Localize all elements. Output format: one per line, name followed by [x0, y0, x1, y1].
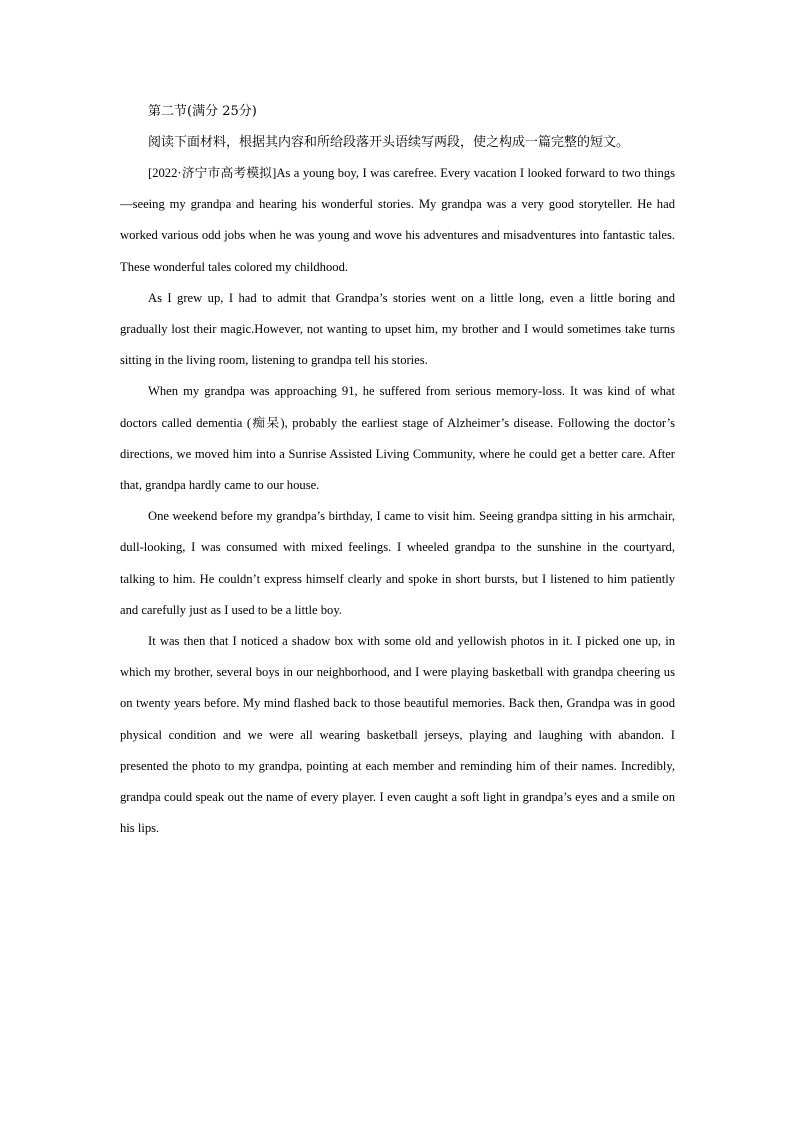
- passage-paragraph-1: [120, 158, 675, 283]
- passage-paragraph-3: When my grandpa was approaching 91, he suffered from serious memory-loss. It was kind of what doctors called dementia (痴呆), probably the earliest stage of Alzheimer’s disease. Following the doctor’s directions, we moved him into a Sunrise Assisted Living Community, where he could get a better care. After that, grandpa hardly came to our house.: [120, 384, 675, 493]
- task-instruction: 阅读下面材料，根据其内容和所给段落开头语续写两段，使之构成一篇完整的短文。: [148, 135, 630, 150]
- paragraph-text: As a young boy, I was carefree. Every vacation I looked forward to two things—seeing my grandpa and hearing his wonderful stories. My grandpa was a very good storyteller. He had worked various odd jobs when he was young and wove his adventures and misadventures into fantastic tales. These wonderful tales colored my childhood.: [120, 166, 675, 274]
- passage-paragraph-5: It was then that I noticed a shadow box with some old and yellowish photos in it. I picked one up, in which my brother, several boys in our neighborhood, and I were playing basketball with grandpa cheering us on twenty years before. My mind flashed back to those beautiful memories. Back then, Grandpa was in good physical condition and we were all wearing basketball jerseys, playing and laughing with abandon. I presented the photo to my grandpa, pointing at each member and reminding him of their names. Incredibly, grandpa could speak out the name of every player. I even caught a soft light in grandpa’s eyes and a smile on his lips.: [120, 634, 675, 836]
- reading-passage: [120, 158, 675, 844]
- source-tag: [2022·济宁市高考模拟]: [148, 166, 277, 180]
- document-page: [120, 96, 675, 844]
- section-heading: 第二节(满分 25分): [148, 104, 257, 119]
- passage-paragraph-2: As I grew up, I had to admit that Grandpa’s stories went on a little long, even a little boring and gradually lost their magic.However, not wanting to upset him, my brother and I would sometimes take turns sitting in the living room, listening to grandpa tell his stories.: [120, 290, 675, 368]
- passage-paragraph-4: One weekend before my grandpa’s birthday, I came to visit him. Seeing grandpa sitting in his armchair, dull-looking, I was consumed with mixed feelings. I wheeled grandpa to the sunshine in the courtyard, talking to him. He couldn’t express himself clearly and spoke in short bursts, but I listened to him patiently and carefully just as I used to be a little boy.: [120, 509, 675, 617]
